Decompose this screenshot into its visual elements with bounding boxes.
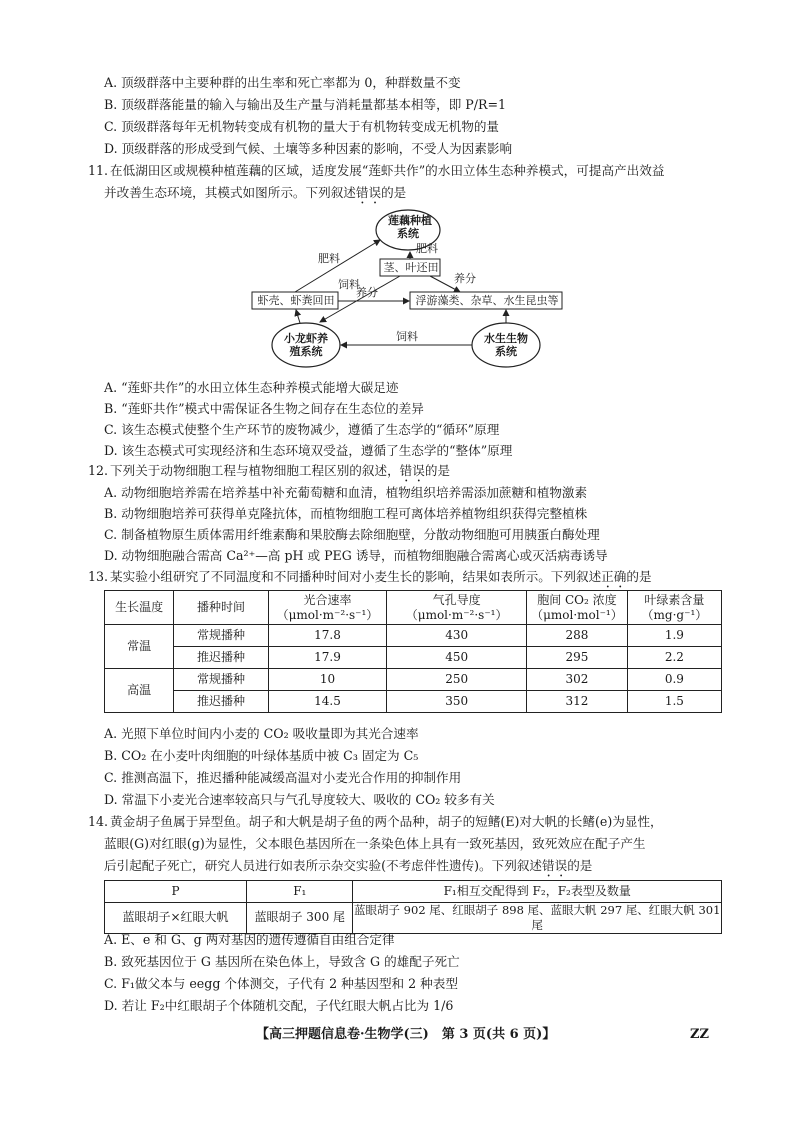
q11-stem-line2: 并改善生态环境，其模式如图所示。下列叙述错误的是 xyxy=(104,185,407,200)
q13-option-d: D. 常温下小麦光合速率较高只与气孔导度较大、吸收的 CO₂ 较多有关 xyxy=(104,792,495,807)
table-cell: 250 xyxy=(387,669,527,691)
q13-number: 13. xyxy=(88,569,109,584)
q13-option-b: B. CO₂ 在小麦叶肉细胞的叶绿体基质中被 C₃ 固定为 C₅ xyxy=(104,748,419,763)
q13-temp-normal: 常温 xyxy=(105,625,174,669)
label-feed-lower: 饲料 xyxy=(396,330,418,343)
q14-header-f1: F₁ xyxy=(247,881,353,903)
table-cell: 17.8 xyxy=(268,625,387,647)
q10-option-b: B. 顶级群落能量的输入与输出及生产量与消耗量都基本相等，即 P/R=1 xyxy=(104,97,507,112)
table-row xyxy=(105,691,722,713)
node-shell: 虾壳、虾粪回田 xyxy=(257,294,335,307)
q14-cell-p: 蓝眼胡子×红眼大帆 xyxy=(105,903,247,934)
node-crayfish: 小龙虾养 殖系统 xyxy=(284,332,328,359)
q14-cell-f1: 蓝眼胡子 300 尾 xyxy=(247,903,353,934)
table-cell: 288 xyxy=(527,625,628,647)
table-cell: 1.5 xyxy=(627,691,721,713)
q12-option-c: C. 制备植物原生质体需用纤维素酶和果胶酶去除细胞壁，分散动物细胞可用胰蛋白酶处理 xyxy=(104,527,600,542)
q14-header-f2: F₁相互交配得到 F₂，F₂表型及数量 xyxy=(353,881,722,903)
q13-emphasis: 正确 xyxy=(601,569,627,584)
q14-stem-line3: 后引起配子死亡，研究人员进行如表所示杂交实验(不考虑伴性遗传)。下列叙述错误的是 xyxy=(104,858,593,873)
label-nutrient-mid: 养分 xyxy=(356,286,378,299)
label-fertilizer-left: 肥料 xyxy=(318,252,340,265)
table-cell: 302 xyxy=(527,669,628,691)
table-cell: 312 xyxy=(527,691,628,713)
q12-stem: 下列关于动物细胞工程与植物细胞工程区别的叙述，错误的是 xyxy=(110,463,451,478)
q12-number: 12. xyxy=(88,463,109,478)
arrow-crayfish-to-shell xyxy=(296,310,300,323)
q11-emphasis: 错误 xyxy=(355,185,382,200)
table-cell: 430 xyxy=(387,625,527,647)
q13-option-c: C. 推测高温下，推迟播种能减缓高温对小麦光合作用的抑制作用 xyxy=(104,770,462,785)
q12-emphasis: 错误 xyxy=(399,463,425,478)
q14-stem-line2: 蓝眼(G)对红眼(g)为显性，父本眼色基因所在一条染色体上具有一致死基因，致死效应在配子产生 xyxy=(104,836,646,851)
page-footer: 【高三押题信息卷·生物学(三) 第 3 页(共 6 页)】 xyxy=(256,1027,556,1042)
table-cell: 常规播种 xyxy=(174,625,268,647)
table-cell: 1.9 xyxy=(627,625,721,647)
table-cell: 295 xyxy=(527,647,628,669)
q11-option-a: A. “莲虾共作”的水田立体生态种养模式能增大碳足迹 xyxy=(104,380,399,395)
q10-option-a: A. 顶级群落中主要种群的出生率和死亡率都为 0，种群数量不变 xyxy=(104,75,461,90)
ecosystem-diagram xyxy=(240,206,570,376)
q13-stem: 某实验小组研究了不同温度和不同播种时间对小麦生长的影响，结果如表所示。下列叙述正确的是 xyxy=(110,569,652,584)
q14-number: 14. xyxy=(88,814,109,829)
q14-option-a: A. E、e 和 G、g 两对基因的遗传遵循自由组合定律 xyxy=(104,932,395,947)
q10-option-c: C. 顶级群落每年无机物转变成有机物的量大于有机物转变成无机物的量 xyxy=(104,119,500,134)
label-fertilizer-top: 肥料 xyxy=(416,242,438,255)
table-row xyxy=(105,625,722,647)
node-plankton: 浮游藻类、杂草、水生昆虫等 xyxy=(415,294,559,307)
q12-option-a: A. 动物细胞培养需在培养基中补充葡萄糖和血清，植物组织培养需添加蔗糖和植物激素 xyxy=(104,485,588,500)
q13-header-time: 播种时间 xyxy=(174,591,268,625)
q12-option-d: D. 动物细胞融合需高 Ca²⁺—高 pH 或 PEG 诱导，而植物细胞融合需离心或灭活病毒诱导 xyxy=(104,548,608,563)
table-cell: 17.9 xyxy=(268,647,387,669)
node-lotus: 莲藕种植 系统 xyxy=(388,214,432,241)
q12-option-b: B. 动物细胞培养可获得单克隆抗体，而植物细胞工程可离体培养植物组织获得完整植株 xyxy=(104,506,588,521)
q11-option-c: C. 该生态模式使整个生产环节的废物减少，遵循了生态学的“循环”原理 xyxy=(104,422,500,437)
q13-temp-high: 高温 xyxy=(105,669,174,713)
q11-option-b: B. “莲虾共作”模式中需保证各生物之间存在生态位的差异 xyxy=(104,401,424,416)
q14-stem-line1: 黄金胡子鱼属于异型鱼。胡子和大帆是胡子鱼的两个品种，胡子的短鳍(E)对大帆的长鳍(e)为显性， xyxy=(110,814,663,829)
q14-emphasis: 错误 xyxy=(542,858,568,873)
q13-header-co2: 胞间 CO₂ 浓度 （μmol·mol⁻¹） xyxy=(527,591,628,625)
q10-option-d: D. 顶级群落的形成受到气候、土壤等多种因素的影响，不受人为因素影响 xyxy=(104,141,513,156)
q11-stem-line1: 在低湖田区或规模种植莲藕的区域，适度发展“莲虾共作”的水田立体生态种养模式，可提高产出效益 xyxy=(110,163,665,178)
q13-header-stoma: 气孔导度 （μmol·m⁻²·s⁻¹） xyxy=(387,591,527,625)
table-cell: 常规播种 xyxy=(174,669,268,691)
table-cell: 450 xyxy=(387,647,527,669)
q11-number: 11. xyxy=(88,163,109,178)
q14-option-c: C. F₁做父本与 eegg 个体测交，子代有 2 种基因型和 2 种表型 xyxy=(104,976,458,991)
q11-option-d: D. 该生态模式可实现经济和生态环境双受益，遵循了生态学的“整体”原理 xyxy=(104,443,513,458)
label-feed-upper: 饲料 xyxy=(338,278,360,291)
table-cell: 14.5 xyxy=(268,691,387,713)
node-stem: 茎、叶还田 xyxy=(383,261,439,274)
q13-option-a: A. 光照下单位时间内小麦的 CO₂ 吸收量即为其光合速率 xyxy=(104,726,419,741)
table-row xyxy=(105,647,722,669)
table-cell: 2.2 xyxy=(627,647,721,669)
table-cell: 推迟播种 xyxy=(174,691,268,713)
q13-header-temp: 生长温度 xyxy=(105,591,174,625)
table-cell: 推迟播种 xyxy=(174,647,268,669)
table-row xyxy=(105,903,722,934)
table-cell: 0.9 xyxy=(627,669,721,691)
node-aquatic: 水生生物 系统 xyxy=(484,332,528,359)
q13-header-photo: 光合速率 （μmol·m⁻²·s⁻¹） xyxy=(268,591,387,625)
page-code: ZZ xyxy=(690,1027,709,1042)
table-cell: 350 xyxy=(387,691,527,713)
label-nutrient-right: 养分 xyxy=(454,272,476,285)
q14-cell-f2: 蓝眼胡子 902 尾、红眼胡子 898 尾、蓝眼大帆 297 尾、红眼大帆 301 尾 xyxy=(354,903,721,932)
table-row xyxy=(105,669,722,691)
q13-header-chl: 叶绿素含量 （mg·g⁻¹） xyxy=(627,591,721,625)
q13-table xyxy=(104,590,722,713)
q14-option-b: B. 致死基因位于 G 基因所在染色体上，导致含 G 的雄配子死亡 xyxy=(104,954,460,969)
table-cell: 10 xyxy=(268,669,387,691)
q14-header-p: P xyxy=(105,881,247,903)
q14-option-d: D. 若让 F₂中红眼胡子个体随机交配，子代红眼大帆占比为 1/6 xyxy=(104,998,454,1013)
q14-table xyxy=(104,880,722,934)
